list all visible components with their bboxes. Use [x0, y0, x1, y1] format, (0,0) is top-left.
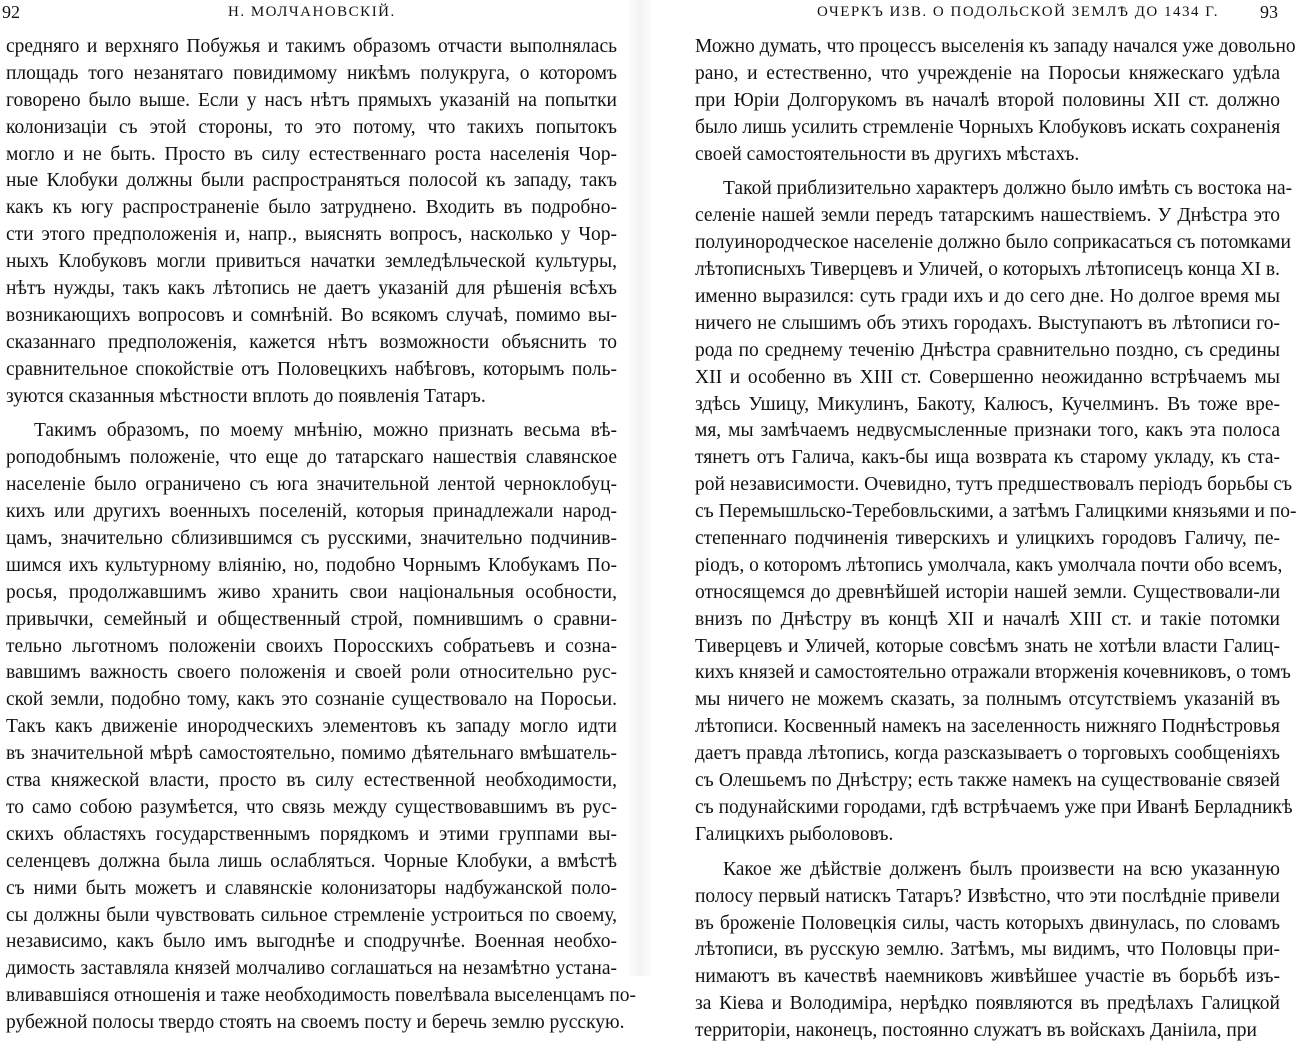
paragraph — [6, 418, 636, 1036]
text-line: тельно льготномъ положеніи своихъ Поросскихъ собратьевъ и созна- — [6, 635, 617, 657]
running-head-title: Н. МОЛЧАНОВСКІЙ. — [228, 4, 396, 20]
text-line: здѣсь Ушицу, Микулинъ, Бакоту, Калюсъ, Кучелминъ. Въ тоже вре- — [695, 393, 1280, 415]
text-line: при Юріи Долгорукомъ въ началѣ второй половины XII ст. должно — [695, 89, 1280, 111]
text-line: въ значительной мѣрѣ самостоятельно, помимо дѣятельнаго вмѣшатель- — [6, 743, 617, 765]
text-line: зуются сказанныя мѣстности вплоть до появленія Татаръ. — [6, 385, 486, 407]
paragraph-gap — [6, 410, 617, 418]
text-line: кихъ князей и самостоятельно отражали вторженія кочевниковъ, о томъ — [695, 662, 1291, 684]
page-number: 92 — [2, 2, 20, 22]
page-number: 93 — [1260, 2, 1278, 22]
running-head-title: ОЧЕРКЪ ИЗВ. О ПОДОЛЬСКОЙ ЗЕМЛѢ ДО 1434 Г. — [817, 4, 1219, 20]
text-line: полуинородческое населеніе должно было соприкасаться съ потомками — [695, 232, 1291, 254]
text-line: независимо, какъ было имъ выгоднѣе и сподручнѣе. Военная необхо- — [6, 931, 617, 953]
text-line: относящемся до древнѣйшей исторіи нашей земли. Существовали-ли — [695, 581, 1280, 603]
text-line: вавшимъ важность своего положенія и своей роли относительно рус- — [6, 662, 617, 684]
body-text — [695, 34, 1296, 1045]
text-line: тянетъ отъ Галича, какъ-бы ища возврата къ старому укладу, къ ста- — [695, 447, 1280, 469]
text-line: ные Клобуки должны были распространяться полосой къ западу, такъ — [6, 170, 617, 192]
text-line: димость заставляла князей молчаливо соглашаться на незамѣтно устана- — [6, 958, 617, 980]
book-gutter — [627, 0, 653, 976]
text-line: сы должны были чувствовать сильное стремленіе устроиться по своему, — [6, 904, 617, 926]
text-line: нѣтъ нужды, такъ какъ лѣтопись не даетъ указаній для рѣшенія всѣхъ — [6, 278, 617, 300]
text-line: Какое же дѣйствіе долженъ былъ произвести на всю указанную — [723, 858, 1280, 880]
text-line: сказаннаго предположенія, кажется нѣтъ возможности объяснить то — [6, 331, 617, 353]
text-line: кихъ или другихъ военныхъ поселеній, которыя принадлежали народ- — [6, 501, 617, 523]
text-line: ріодъ, о которомъ лѣтопись умолчала, какъ умолчала почти обо всемъ, — [695, 554, 1283, 576]
paragraph — [6, 34, 617, 410]
paragraph — [695, 176, 1296, 848]
body-text — [6, 34, 636, 1037]
text-line: XII и особенно въ XIII ст. Совершенно неожиданно встрѣчаемъ мы — [695, 366, 1280, 388]
text-line: селеніе нашей земли передъ татарскимъ нашествіемъ. У Днѣстра это — [695, 205, 1280, 227]
text-line: площадь того незанятаго повидимому никѣмъ полукруга, о которомъ — [6, 62, 617, 84]
text-line: лѣтописи. Косвенный намекъ на заселенность нижняго Поднѣстровья — [695, 716, 1280, 738]
text-line: съ Перемышльско-Теребовльскими, а затѣмъ Галицкими князьями и по- — [695, 501, 1296, 523]
text-line: Можно думать, что процессъ выселенія къ западу начался уже довольно — [695, 36, 1296, 57]
text-line: ничего не слышимъ объ этихъ городахъ. Выступаютъ въ лѣтописи го- — [695, 312, 1280, 334]
text-line: мя, мы замѣчаемъ недвусмысленные признаки того, какъ эта полоса — [695, 420, 1280, 442]
text-line: говорено было выше. Если у насъ нѣтъ прямыхъ указаній на попытки — [6, 89, 617, 111]
text-line: съ подунайскими городами, гдѣ встрѣчаемъ уже при Иванѣ Берладникѣ — [695, 796, 1293, 818]
text-line: сти этого предположенія и, напр., выяснять вопросъ, насколько у Чор- — [6, 224, 617, 246]
text-line: въ броженіе Половецкія силы, часть которыхъ двинулась, по словамъ — [695, 912, 1280, 934]
running-head — [0, 2, 627, 22]
text-line: полосу первый натискъ Татаръ? Извѣстно, что эти послѣдніе привели — [695, 885, 1280, 907]
text-line: Тиверцевъ и Уличей, которые совсѣмъ знать не хотѣли власти Галиц- — [695, 635, 1280, 657]
text-line: съ Олешьемъ по Днѣстру; есть также намекъ на существованіе связей — [695, 770, 1280, 792]
text-line: шимся ихъ культурному вліянію, но, подобно Чорнымъ Клобукамъ По- — [6, 554, 617, 576]
text-line: цамъ, значительно сблизившимся съ русскими, значительно подчинив- — [6, 528, 617, 550]
running-head — [653, 2, 1280, 22]
paragraph — [695, 857, 1280, 1045]
text-line: мы ничего не можемъ сказать, за полнымъ отсутствіемъ указаній въ — [695, 689, 1280, 711]
text-line: сравнительное спокойствіе отъ Половецкихъ набѣговъ, которымъ поль- — [6, 358, 617, 380]
text-line: рубежной полосы твердо стоять на своемъ посту и беречь землю русскую. — [6, 1012, 625, 1034]
text-line: скихъ областяхъ государственнымъ порядкомъ и этими группами вы- — [6, 823, 617, 845]
text-line: колонизаціи съ этой стороны, то это потому, что такихъ попытокъ — [6, 116, 617, 138]
text-line: рода по среднему теченію Днѣстра сравнительно поздно, съ средины — [695, 339, 1280, 361]
text-line: росья, продолжавшимъ живо хранить свои національныя особности, — [6, 581, 617, 603]
text-line: рой независимости. Очевидно, тутъ предшествовалъ періодъ борьбы съ — [695, 474, 1293, 496]
right-page — [653, 0, 1296, 1042]
text-line: возникающихъ вопросовъ и сомнѣній. Во всякомъ случаѣ, помимо вы- — [6, 304, 617, 326]
text-line: могло и не быть. Просто въ силу естественнаго роста населенія Чор- — [6, 143, 617, 165]
text-line: лѣтописныхъ Тиверцевъ и Уличей, о которыхъ лѣтописецъ конца XI в. — [695, 259, 1280, 281]
text-line: привычки, семейный и общественный строй, помнившимъ о сравни- — [6, 608, 617, 630]
paragraph-gap — [695, 168, 1280, 176]
text-line: было лишь усилить стремленіе Чорныхъ Клобуковъ искать сохраненія — [695, 116, 1281, 138]
text-line: ства княжеской власти, просто въ силу естественной необходимости, — [6, 770, 617, 792]
text-line: Такъ какъ движеніе инородческихъ элементовъ къ западу могло идти — [6, 716, 617, 738]
text-line: ныхъ Клобуковъ могли привиться начатки земледѣльческой культуры, — [6, 251, 617, 273]
text-line: средняго и верхняго Побужья и такимъ образомъ отчасти выполнялась — [6, 36, 617, 57]
text-line: какъ къ югу распространеніе было затруднено. Входить въ подробно- — [6, 197, 617, 219]
text-line: нимаютъ въ качествѣ наемниковъ живѣйшее участіе въ борьбѣ изъ- — [695, 966, 1280, 988]
text-line: степеннаго подчиненія тиверскихъ и улицкихъ городовъ Галичу, пе- — [695, 528, 1280, 550]
paragraph-gap — [695, 849, 1280, 857]
text-line: лѣтописи, въ русскую землю. Затѣмъ, мы видимъ, что Половцы при- — [695, 939, 1280, 961]
text-line: селенцевъ должна была лишь ослабляться. Чорные Клобуки, а вмѣстѣ — [6, 850, 617, 872]
paragraph — [695, 34, 1296, 168]
text-line: своей самостоятельности въ другихъ мѣстахъ. — [695, 143, 1080, 165]
text-line: то само собою разумѣется, что связь между существовавшимъ въ рус- — [6, 796, 617, 818]
text-line: территоріи, наконецъ, постоянно служатъ въ войскахъ Даніила, при — [695, 1020, 1257, 1042]
left-page — [0, 0, 636, 1034]
text-line: съ ними быть можетъ и славянскіе колонизаторы надбужанской поло- — [6, 877, 617, 899]
text-line: роподобнымъ положеніе, что еще до татарскаго нашествія славянское — [6, 447, 617, 469]
text-line: населеніе было ограничено съ юга значительной лентой черноклобуц- — [6, 474, 617, 496]
text-line: именно выразился: суть гради ихъ и до сего дне. Но долгое время мы — [695, 286, 1280, 308]
text-line: за Кіева и Володиміра, нерѣдко появляются въ предѣлахъ Галицкой — [695, 993, 1280, 1015]
text-line: Такимъ образомъ, по моему мнѣнію, можно признать весьма вѣ- — [34, 420, 617, 442]
text-line: ской земли, подобно тому, какъ это сознаніе существовало на Поросьи. — [6, 689, 617, 711]
text-line: Галицкихъ рыболововъ. — [695, 823, 894, 845]
text-line: даетъ правда лѣтопись, когда разсказываетъ о торговыхъ сообщеніяхъ — [695, 743, 1280, 765]
text-line: Такой приблизительно характеръ должно было имѣть съ востока на- — [723, 178, 1293, 200]
text-line: внизъ по Днѣстру въ концѣ XII и началѣ XIII ст. и такіе потомки — [695, 608, 1280, 630]
text-line: вливавшіяся отношенія и таже необходимость повелѣвала выселенцамъ по- — [6, 985, 636, 1007]
text-line: рано, и естественно, что учрежденіе на Поросьи княжескаго удѣла — [695, 62, 1280, 84]
